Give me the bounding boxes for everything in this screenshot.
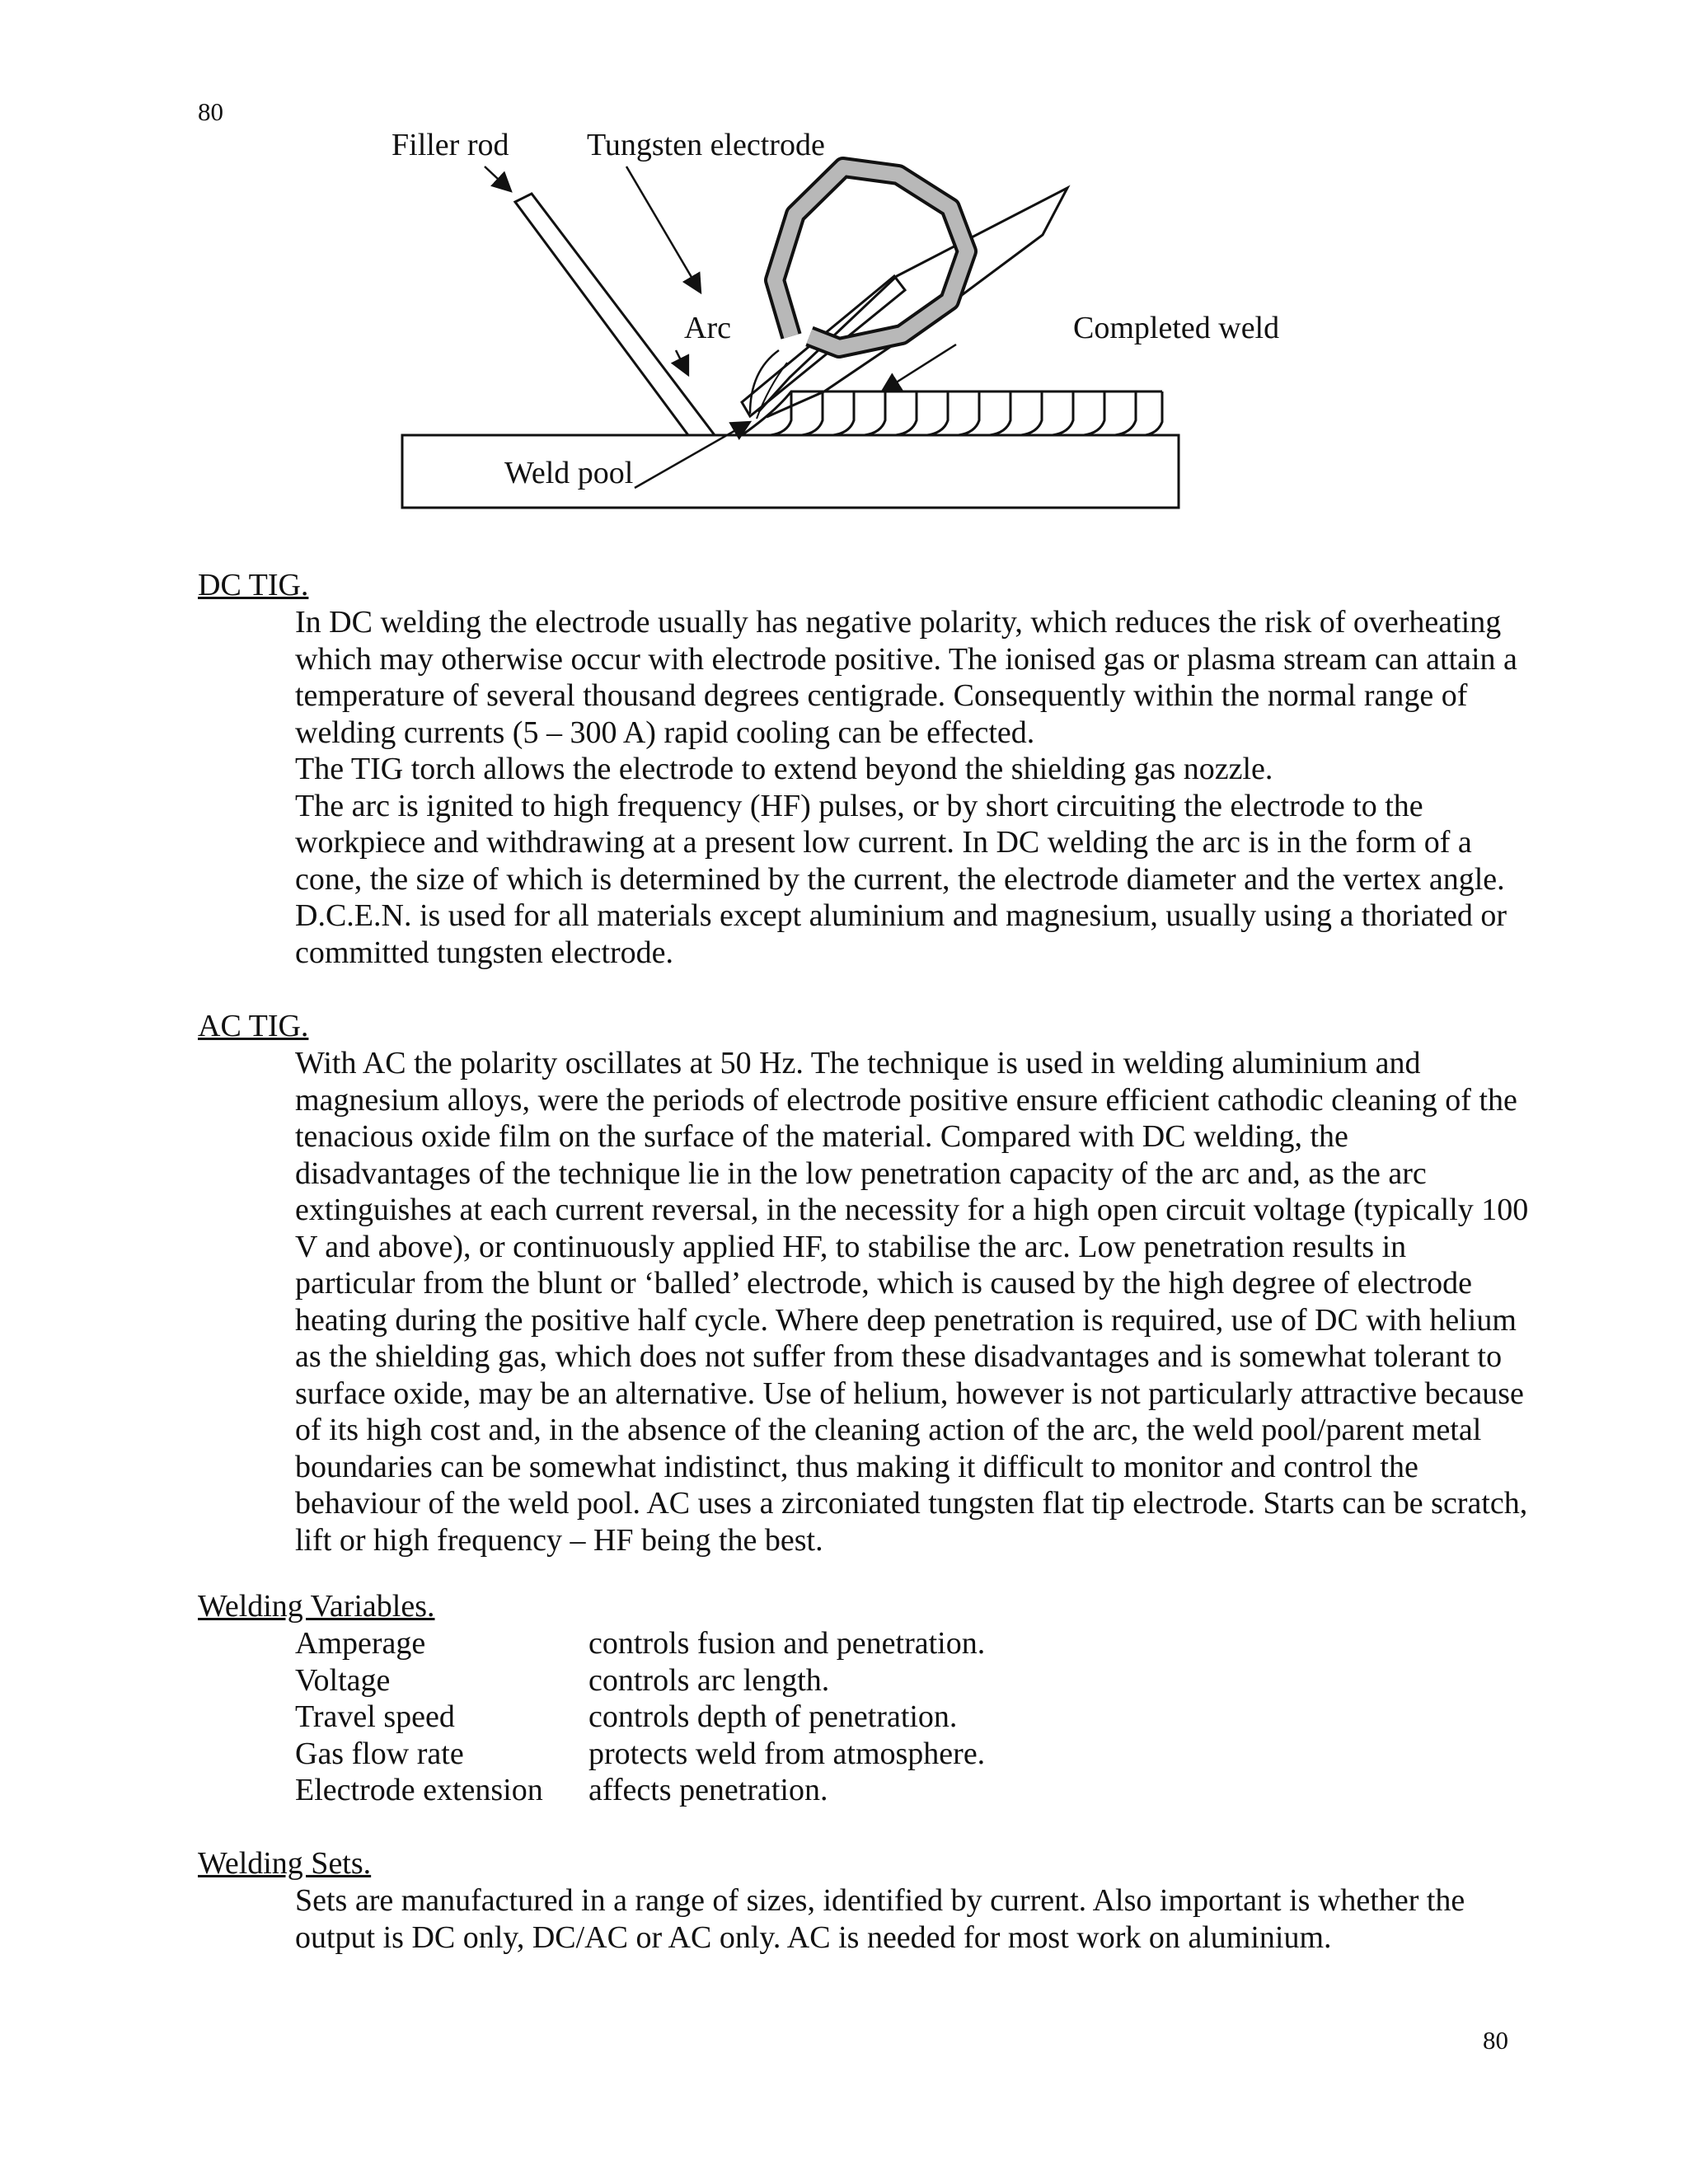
welding-variables-section	[198, 1587, 1517, 1809]
dc-tig-section	[198, 566, 1517, 971]
dc-tig-paragraph: The arc is ignited to high frequency (HF) pulses, or by short circuiting the electrode to the workpiece and withdrawing at a present low current. In DC welding the arc is in the form of a cone, the size of which is determined by the current, the electrode diameter and the vertex angle. D.C.E.N. is used for all materials except aluminium and magnesium, usually using a thoriated or committed tungsten electrode.	[295, 788, 1507, 970]
variable-row	[295, 1699, 1517, 1736]
variable-row	[295, 1662, 1517, 1699]
variable-name: Amperage	[295, 1626, 426, 1661]
variable-name: Gas flow rate	[295, 1736, 464, 1771]
variable-row	[295, 1625, 1517, 1662]
ac-tig-body	[295, 1045, 1531, 1558]
torch-nozzle-shape	[758, 188, 1067, 417]
welding-sets-body	[295, 1882, 1531, 1956]
variable-row	[295, 1736, 1517, 1773]
ac-tig-paragraph: With AC the polarity oscillates at 50 Hz. The technique is used in welding aluminium and magnesium alloys, were the periods of electrode positive ensure efficient cathodic cleaning of the tenacious oxide film on the surface of the material. Compared with DC welding, the disadvantages of the technique lie in the low penetration capacity of the arc and, as the arc extinguishes at each current reversal, in the necessity for a high open circuit voltage (typically 100 V and above), or continuously applied HF, to stabilise the arc. Low penetration results in particular from the blunt or ‘balled’ electrode, which is caused by the high degree of electrode heating during the positive half cycle. Where deep penetration is required, use of DC with helium as the shielding gas, which does not suffer from these disadvantages and is somewhat tolerant to surface oxide, may be an alternative. Use of helium, however is not particularly attractive because of its high cost and, in the absence of the cleaning action of the arc, the weld pool/parent metal boundaries can be somewhat indistinct, thus making it difficult to monitor and control the behaviour of the weld pool. AC uses a zirconiated tungsten flat tip electrode. Starts can be scratch, lift or high frequency – HF being the best.	[295, 1046, 1529, 1558]
variable-description: controls depth of penetration.	[588, 1699, 958, 1734]
completed-weld-ripples	[742, 391, 1162, 435]
page-number-top: 80	[198, 97, 223, 126]
arc-leader	[676, 350, 688, 375]
welding-variables-heading: Welding Variables.	[198, 1589, 435, 1624]
electrode-leader	[626, 166, 701, 293]
tig-welding-diagram	[363, 115, 1302, 527]
variable-description: protects weld from atmosphere.	[588, 1736, 986, 1771]
dc-tig-paragraph: The TIG torch allows the electrode to extend beyond the shielding gas nozzle.	[295, 752, 1273, 786]
variable-name: Voltage	[295, 1662, 391, 1698]
tungsten-electrode-label: Tungsten electrode	[587, 128, 825, 162]
variable-name: Travel speed	[295, 1699, 455, 1734]
weld-pool-leader	[635, 422, 750, 488]
ac-tig-section	[198, 1007, 1529, 1558]
welding-sets-paragraph: Sets are manufactured in a range of sizes, identified by current. Also important is whether the output is DC only, DC/AC or AC only. AC is needed for most work on aluminium.	[295, 1883, 1465, 1955]
variable-name: Electrode extension	[295, 1773, 543, 1807]
ac-tig-heading: AC TIG.	[198, 1009, 309, 1043]
dc-tig-paragraph: In DC welding the electrode usually has negative polarity, which reduces the risk of overheating which may otherwise occur with electrode positive. The ionised gas or plasma stream can attain a temperature of several thousand degrees centigrade. Consequently within the normal range of welding currents (5 – 300 A) rapid cooling can be effected.	[295, 605, 1517, 750]
weld-pool-label: Weld pool	[504, 456, 634, 490]
welding-sets-heading: Welding Sets.	[198, 1846, 372, 1881]
dc-tig-heading: DC TIG.	[198, 568, 309, 602]
variable-row	[295, 1772, 1517, 1809]
variable-description: affects penetration.	[588, 1773, 828, 1807]
filler-rod-label: Filler rod	[392, 128, 509, 162]
completed-weld-label: Completed weld	[1073, 311, 1280, 345]
filler-rod-leader	[485, 166, 511, 191]
arc-label: Arc	[684, 311, 731, 345]
variable-description: controls fusion and penetration.	[588, 1626, 986, 1661]
dc-tig-body	[295, 604, 1531, 971]
completed-weld-leader	[882, 344, 956, 391]
welding-sets-section	[198, 1844, 1517, 1956]
page-number-bottom: 80	[1483, 2026, 1508, 2055]
variable-description: controls arc length.	[588, 1662, 830, 1698]
